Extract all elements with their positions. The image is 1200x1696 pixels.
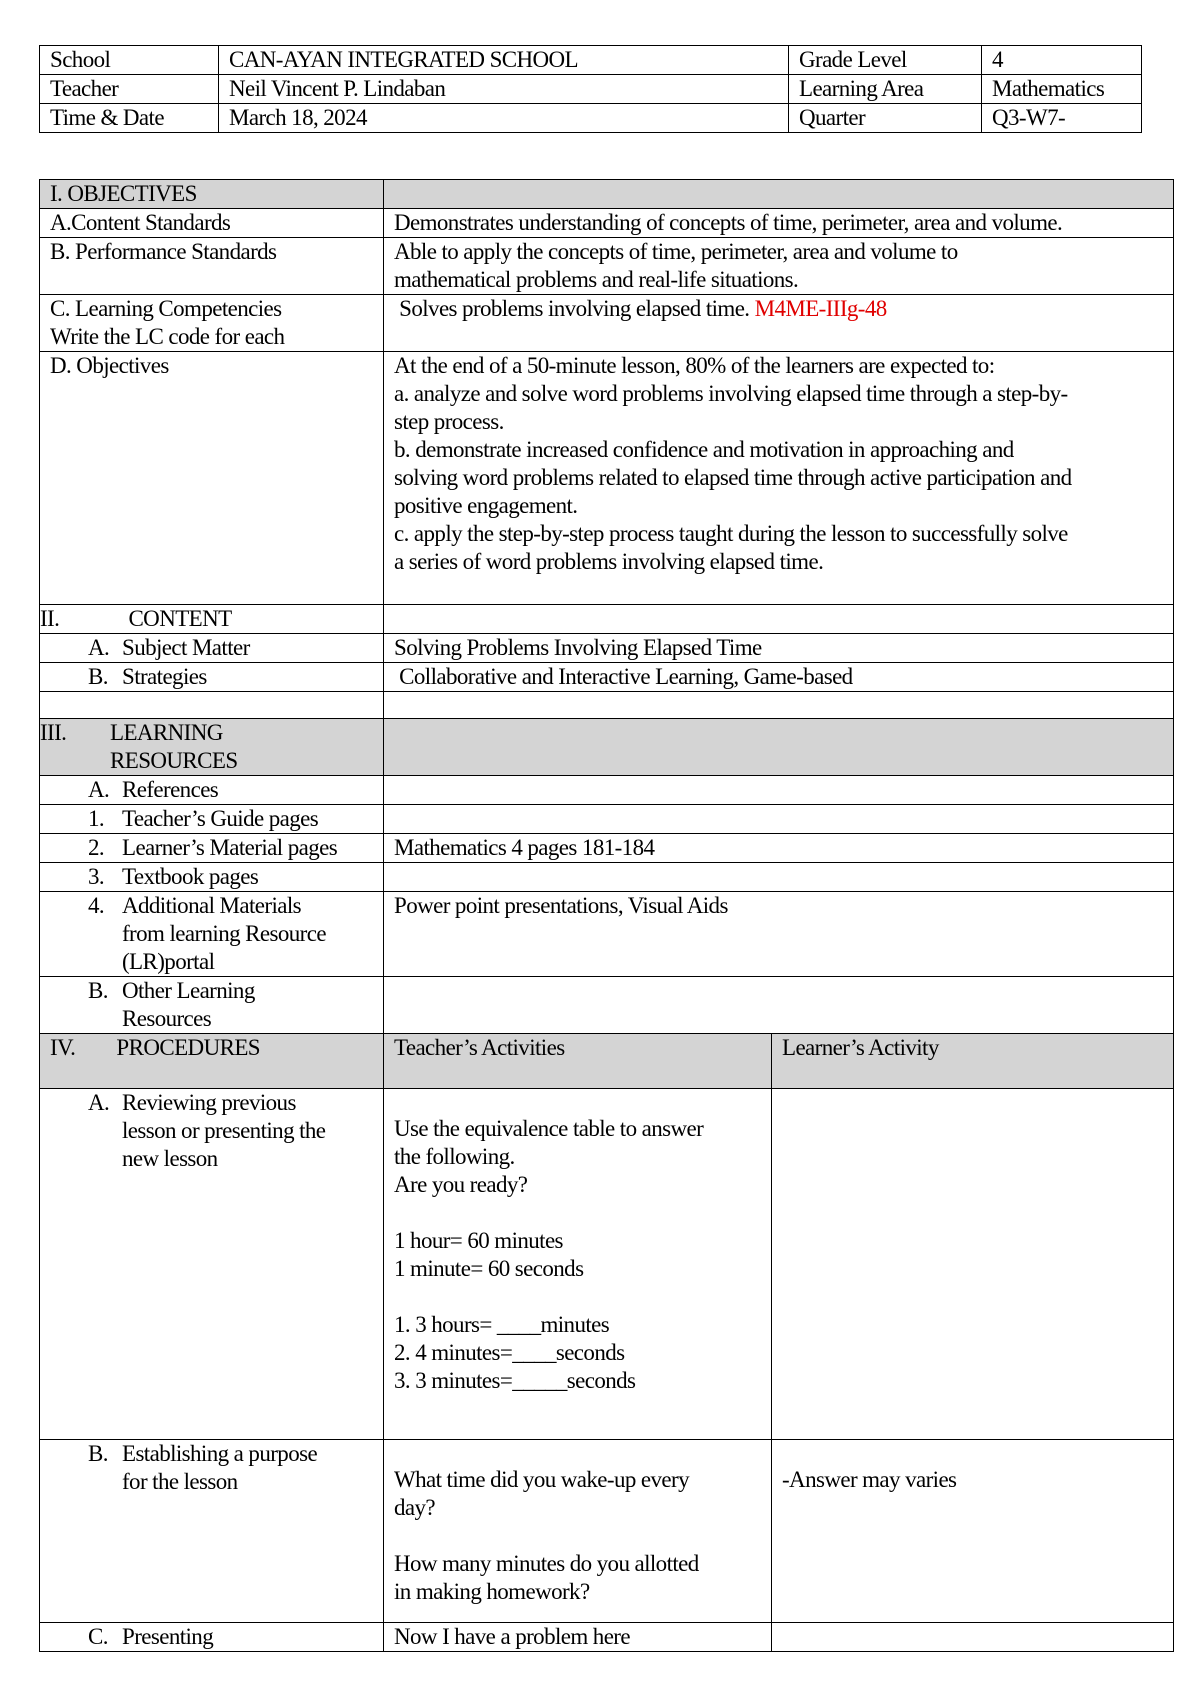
procedure-c-row bbox=[40, 1623, 1174, 1652]
performance-standards-label: B. Performance Standards bbox=[40, 238, 384, 295]
header-row-teacher bbox=[40, 75, 1142, 104]
subject-matter-label bbox=[40, 634, 384, 663]
procedure-b-teacher-line: How many minutes do you allotted bbox=[394, 1551, 699, 1576]
procedures-heading-row bbox=[40, 1034, 1174, 1089]
strategies-text: Strategies bbox=[122, 664, 207, 689]
other-resources-row bbox=[40, 977, 1174, 1034]
subject-matter-row bbox=[40, 634, 1174, 663]
performance-standards-value bbox=[384, 238, 1174, 295]
objectives-row bbox=[40, 352, 1174, 605]
objective-line: step process. bbox=[394, 409, 504, 434]
teachers-guide-row bbox=[40, 805, 1174, 834]
content-heading bbox=[40, 605, 384, 634]
header-row-school bbox=[40, 46, 1142, 75]
objective-line: c. apply the step-by-step process taught during the lesson to successfully solve bbox=[394, 521, 1068, 546]
subject-matter-value: Solving Problems Involving Elapsed Time bbox=[384, 634, 1174, 663]
content-heading-row bbox=[40, 605, 1174, 634]
procedure-a-label bbox=[40, 1089, 384, 1440]
learners-material-label bbox=[40, 834, 384, 863]
time-value: March 18, 2024 bbox=[219, 104, 789, 133]
other-resources-marker: B. bbox=[88, 978, 108, 1003]
blank-row bbox=[40, 692, 1174, 719]
procedure-b-learner: -Answer may varies bbox=[772, 1440, 1174, 1623]
resources-heading-line: RESOURCES bbox=[110, 748, 238, 773]
performance-line: mathematical problems and real-life situations. bbox=[394, 267, 799, 292]
procedure-a-teacher-line: Are you ready? bbox=[394, 1172, 528, 1197]
performance-line: Able to apply the concepts of time, perimeter, area and volume to bbox=[394, 239, 958, 264]
competency-label-line: C. Learning Competencies bbox=[50, 296, 282, 321]
procedure-b-line: Establishing a purpose bbox=[122, 1441, 318, 1466]
time-label: Time & Date bbox=[40, 104, 219, 133]
other-resources-label bbox=[40, 977, 384, 1034]
objective-line: b. demonstrate increased confidence and motivation in approaching and bbox=[394, 437, 1014, 462]
objectives-label: D. Objectives bbox=[40, 352, 384, 605]
lesson-plan-table bbox=[39, 179, 1174, 1652]
procedures-heading bbox=[40, 1034, 384, 1089]
additional-materials-row bbox=[40, 892, 1174, 977]
objectives-heading-row bbox=[40, 180, 1174, 209]
equivalence-minute: 1 minute= 60 seconds bbox=[394, 1256, 584, 1281]
performance-standards-row bbox=[40, 238, 1174, 295]
procedure-c-teacher: Now I have a problem here bbox=[384, 1623, 772, 1652]
content-standards-label: A.Content Standards bbox=[40, 209, 384, 238]
procedure-a-marker: A. bbox=[88, 1090, 110, 1115]
procedure-c-label bbox=[40, 1623, 384, 1652]
quarter-label: Quarter bbox=[789, 104, 982, 133]
objective-line: At the end of a 50-minute lesson, 80% of the learners are expected to: bbox=[394, 353, 995, 378]
procedure-a-line: lesson or presenting the bbox=[122, 1118, 326, 1143]
textbook-marker: 3. bbox=[88, 864, 105, 889]
teacher-value: Neil Vincent P. Lindaban bbox=[219, 75, 789, 104]
procedure-b-line: for the lesson bbox=[122, 1469, 238, 1494]
learners-material-value: Mathematics 4 pages 181-184 bbox=[384, 834, 1174, 863]
textbook-text: Textbook pages bbox=[122, 864, 259, 889]
learners-material-marker: 2. bbox=[88, 835, 105, 860]
procedure-b-row bbox=[40, 1440, 1174, 1623]
equivalence-hour: 1 hour= 60 minutes bbox=[394, 1228, 563, 1253]
objective-line: a. analyze and solve word problems involving elapsed time through a step-by- bbox=[394, 381, 1068, 406]
references-label bbox=[40, 776, 384, 805]
school-label: School bbox=[40, 46, 219, 75]
question-3: 3. 3 minutes=_____seconds bbox=[394, 1368, 636, 1393]
objectives-value bbox=[384, 352, 1174, 605]
teachers-guide-text: Teacher’s Guide pages bbox=[122, 806, 319, 831]
resources-heading-line: LEARNING bbox=[110, 720, 223, 745]
header-row-time bbox=[40, 104, 1142, 133]
question-1: 1. 3 hours= ____minutes bbox=[394, 1312, 610, 1337]
strategies-row bbox=[40, 663, 1174, 692]
references-text: References bbox=[122, 777, 219, 802]
procedure-a-line: new lesson bbox=[122, 1146, 218, 1171]
strategies-value-text: Collaborative and Interactive Learning, Game-based bbox=[399, 664, 853, 689]
learners-material-row bbox=[40, 834, 1174, 863]
content-heading-text: CONTENT bbox=[128, 606, 232, 631]
objective-line: a series of word problems involving elapsed time. bbox=[394, 549, 824, 574]
other-resources-line: Resources bbox=[122, 1006, 212, 1031]
competency-text: Solves problems involving elapsed time. bbox=[399, 296, 750, 321]
additional-materials-line: Additional Materials bbox=[122, 893, 301, 918]
subject-matter-marker: A. bbox=[88, 635, 110, 660]
references-row bbox=[40, 776, 1174, 805]
quarter-value: Q3-W7- bbox=[982, 104, 1142, 133]
additional-materials-line: (LR)portal bbox=[122, 949, 215, 974]
procedures-heading-text: PROCEDURES bbox=[116, 1035, 260, 1060]
resources-heading bbox=[40, 719, 384, 776]
school-value: CAN-AYAN INTEGRATED SCHOOL bbox=[219, 46, 789, 75]
procedure-b-teacher-line: day? bbox=[394, 1495, 436, 1520]
teachers-guide-marker: 1. bbox=[88, 806, 105, 831]
procedures-heading-number: IV. bbox=[50, 1035, 76, 1060]
learning-competencies-value bbox=[384, 295, 1174, 352]
question-2: 2. 4 minutes=____seconds bbox=[394, 1340, 625, 1365]
resources-heading-row bbox=[40, 719, 1174, 776]
grade-value: 4 bbox=[982, 46, 1142, 75]
learners-material-text: Learner’s Material pages bbox=[122, 835, 338, 860]
grade-label: Grade Level bbox=[789, 46, 982, 75]
content-heading-number: II. bbox=[40, 606, 60, 631]
procedure-a-teacher-line: the following. bbox=[394, 1144, 515, 1169]
competency-label-line: Write the LC code for each bbox=[50, 324, 285, 349]
procedure-b-marker: B. bbox=[88, 1441, 108, 1466]
additional-materials-label bbox=[40, 892, 384, 977]
procedure-b-teacher bbox=[384, 1440, 772, 1623]
procedure-c-marker: C. bbox=[88, 1624, 108, 1649]
resources-heading-number: III. bbox=[40, 720, 67, 745]
procedure-b-teacher-line: in making homework? bbox=[394, 1579, 590, 1604]
additional-materials-line: from learning Resource bbox=[122, 921, 326, 946]
textbook-row bbox=[40, 863, 1174, 892]
competency-code: M4ME-IIIg-48 bbox=[754, 296, 887, 321]
procedure-a-teacher bbox=[384, 1089, 772, 1440]
procedure-c-text: Presenting bbox=[122, 1624, 214, 1649]
strategies-marker: B. bbox=[88, 664, 108, 689]
other-resources-line: Other Learning bbox=[122, 978, 255, 1003]
learning-competencies-label bbox=[40, 295, 384, 352]
area-value: Mathematics bbox=[982, 75, 1142, 104]
procedure-a-learner bbox=[772, 1089, 1174, 1440]
teacher-label: Teacher bbox=[40, 75, 219, 104]
objective-line: positive engagement. bbox=[394, 493, 578, 518]
teachers-guide-label bbox=[40, 805, 384, 834]
objectives-heading: I. OBJECTIVES bbox=[40, 180, 384, 209]
procedure-a-row bbox=[40, 1089, 1174, 1440]
strategies-value bbox=[384, 663, 1174, 692]
procedure-a-line: Reviewing previous bbox=[122, 1090, 296, 1115]
subject-matter-text: Subject Matter bbox=[122, 635, 250, 660]
strategies-label bbox=[40, 663, 384, 692]
teacher-activities-header: Teacher’s Activities bbox=[384, 1034, 772, 1089]
learning-competencies-row bbox=[40, 295, 1174, 352]
content-standards-row bbox=[40, 209, 1174, 238]
additional-materials-marker: 4. bbox=[88, 893, 105, 918]
references-marker: A. bbox=[88, 777, 110, 802]
content-standards-value: Demonstrates understanding of concepts of time, perimeter, area and volume. bbox=[384, 209, 1174, 238]
area-label: Learning Area bbox=[789, 75, 982, 104]
procedure-b-label bbox=[40, 1440, 384, 1623]
additional-materials-value: Power point presentations, Visual Aids bbox=[384, 892, 1174, 977]
header-table bbox=[39, 45, 1142, 133]
learner-activity-header: Learner’s Activity bbox=[772, 1034, 1174, 1089]
procedure-a-teacher-line: Use the equivalence table to answer bbox=[394, 1116, 704, 1141]
textbook-label bbox=[40, 863, 384, 892]
objective-line: solving word problems related to elapsed time through active participation and bbox=[394, 465, 1072, 490]
procedure-c-learner bbox=[772, 1623, 1174, 1652]
procedure-b-teacher-line: What time did you wake-up every bbox=[394, 1467, 689, 1492]
